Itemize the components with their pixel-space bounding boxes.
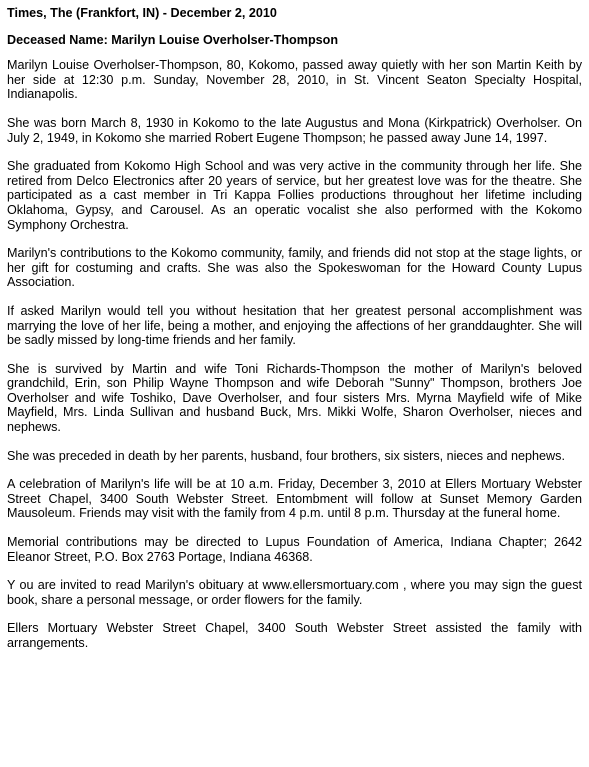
- deceased-name-heading: Deceased Name: Marilyn Louise Overholser-Thompson: [7, 32, 339, 47]
- paragraph-personal-accomplishment: If asked Marilyn would tell you without hesitation that her greatest personal accomplishment was marrying the love of her life, being a mother, and enjoying the affections of her granddaughter. She will be sadly missed by long-time friends and her family.: [7, 303, 582, 348]
- paragraph-memorial-contributions: Memorial contributions may be directed to Lupus Foundation of America, Indiana Chapter; 2642 Eleanor Street, P.O. Box 2763 Portage, Indiana 46368.: [7, 535, 582, 564]
- paragraph-celebration-of-life: A celebration of Marilyn's life will be at 10 a.m. Friday, December 3, 2010 at Ellers Mortuary Webster Street Chapel, 3400 South Webster Street. Entombment will follow at Sunset Memory Garden Mausoleum. Friends may visit with the family from 4 p.m. until 8 p.m. Thursday at the funeral home.: [7, 477, 582, 521]
- newspaper-source-line: Times, The (Frankfort, IN) - December 2, 2010: [7, 6, 277, 20]
- obituary-body: [7, 58, 582, 650]
- paragraph-survivors: She is survived by Martin and wife Toni Richards-Thompson the mother of Marilyn's beloved grandchild, Erin, son Philip Wayne Thompson and wife Deborah "Sunny" Thompson, brothers Joe Overholser and wife Toshiko, Dave Overholser, and four sisters Mrs. Myrna Mayfield wife of Mike Mayfield, Mrs. Linda Sullivan and husband Buck, Mrs. Mikki Wolfe, Sharon Overholser, nieces and nephews.: [7, 361, 582, 435]
- paragraph-funeral-home: Ellers Mortuary Webster Street Chapel, 3400 South Webster Street assisted the family with arrangements.: [7, 621, 582, 650]
- paragraph-online-guestbook: Y ou are invited to read Marilyn's obituary at www.ellersmortuary.com , where you may sign the guest book, share a personal message, or order flowers for the family.: [7, 578, 582, 607]
- paragraph-death-notice: Marilyn Louise Overholser-Thompson, 80, Kokomo, passed away quietly with her son Martin Keith by her side at 12:30 p.m. Sunday, November 28, 2010, in St. Vincent Seaton Specialty Hospital, Indianapolis.: [7, 58, 582, 102]
- paragraph-community-contributions: Marilyn's contributions to the Kokomo community, family, and friends did not stop at the stage lights, or her gift for costuming and crafts. She was also the Spokeswoman for the Howard County Lupus Association.: [7, 246, 582, 290]
- paragraph-preceded-in-death: She was preceded in death by her parents, husband, four brothers, six sisters, nieces and nephews.: [7, 448, 565, 463]
- paragraph-birth-marriage: She was born March 8, 1930 in Kokomo to the late Augustus and Mona (Kirkpatrick) Overholser. On July 2, 1949, in Kokomo she married Robert Eugene Thompson; he passed away June 14, 1997.: [7, 115, 582, 145]
- paragraph-education-career: She graduated from Kokomo High School and was very active in the community through her life. She retired from Delco Electronics after 20 years of service, but her greatest love was for the theatre. She participated as a cast member in Tri Kappa Follies productions throughout her lifetime including Oklahoma, Gypsy, and Carousel. As an operatic vocalist she also performed with the Kokomo Symphony Orchestra.: [7, 159, 582, 232]
